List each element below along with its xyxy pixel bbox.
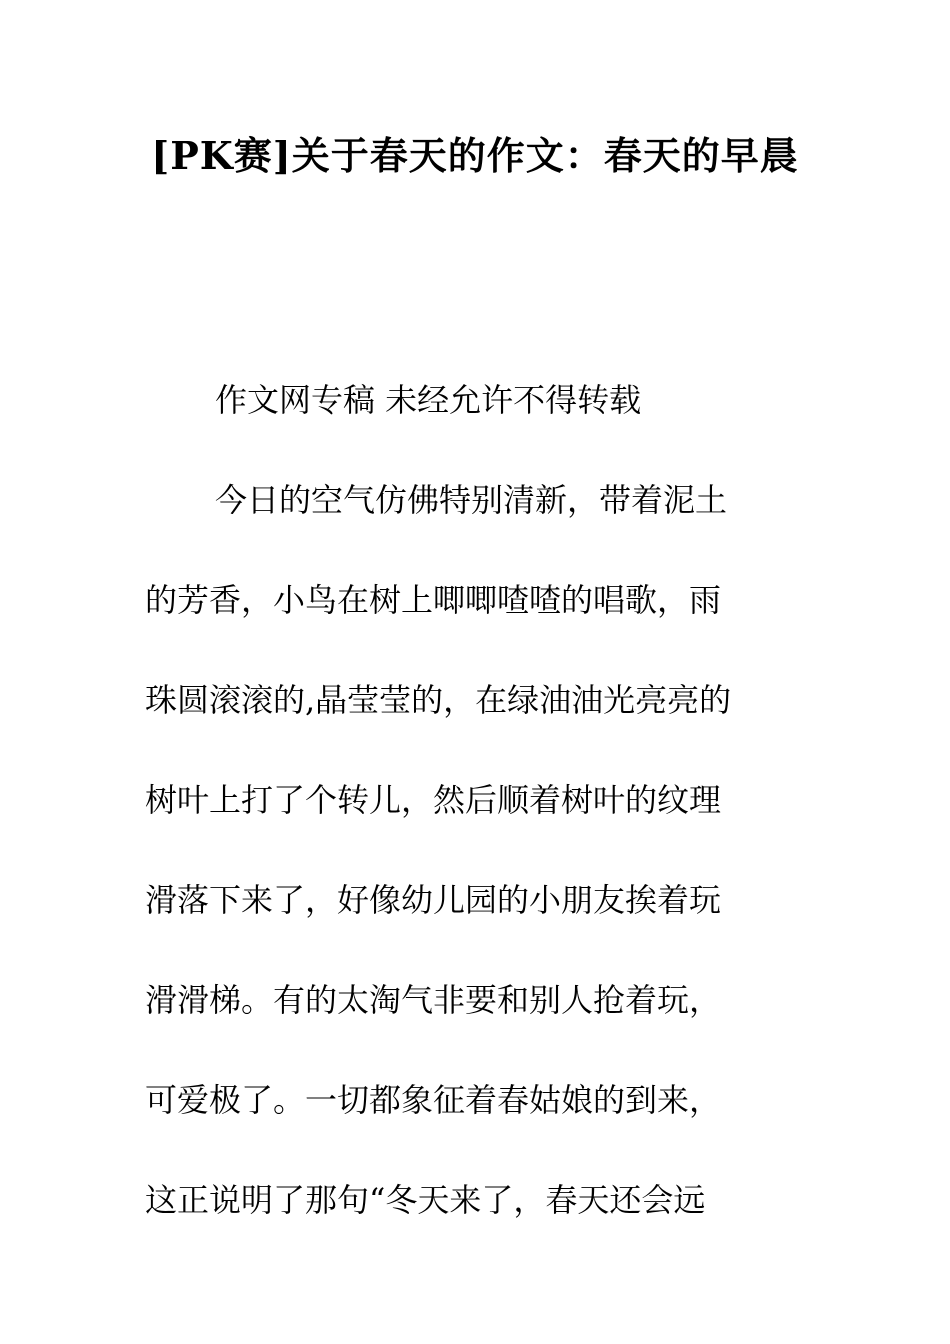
paragraph-line: 可爱极了。一切都象征着春姑娘的到来，	[145, 1081, 722, 1119]
paragraph-line: 珠圆滚滚的,晶莹莹的，在绿油油光亮亮的	[145, 681, 732, 719]
paragraph-line: 树叶上打了个转儿，然后顺着树叶的纹理	[145, 781, 722, 819]
copyright-notice: 作文网专稿 未经允许不得转载	[215, 381, 642, 419]
paragraph-line: 今日的空气仿佛特别清新，带着泥土	[215, 481, 728, 519]
paragraph-line: 的芳香，小鸟在树上唧唧喳喳的唱歌，雨	[145, 581, 722, 619]
paragraph-line: 滑滑梯。有的太淘气非要和别人抢着玩，	[145, 981, 722, 1019]
paragraph-line: 滑落下来了，好像幼儿园的小朋友挨着玩	[145, 881, 722, 919]
paragraph-line: 这正说明了那句“冬天来了，春天还会远	[145, 1181, 706, 1219]
document-title: [PK赛]关于春天的作文：春天的早晨	[151, 133, 799, 178]
